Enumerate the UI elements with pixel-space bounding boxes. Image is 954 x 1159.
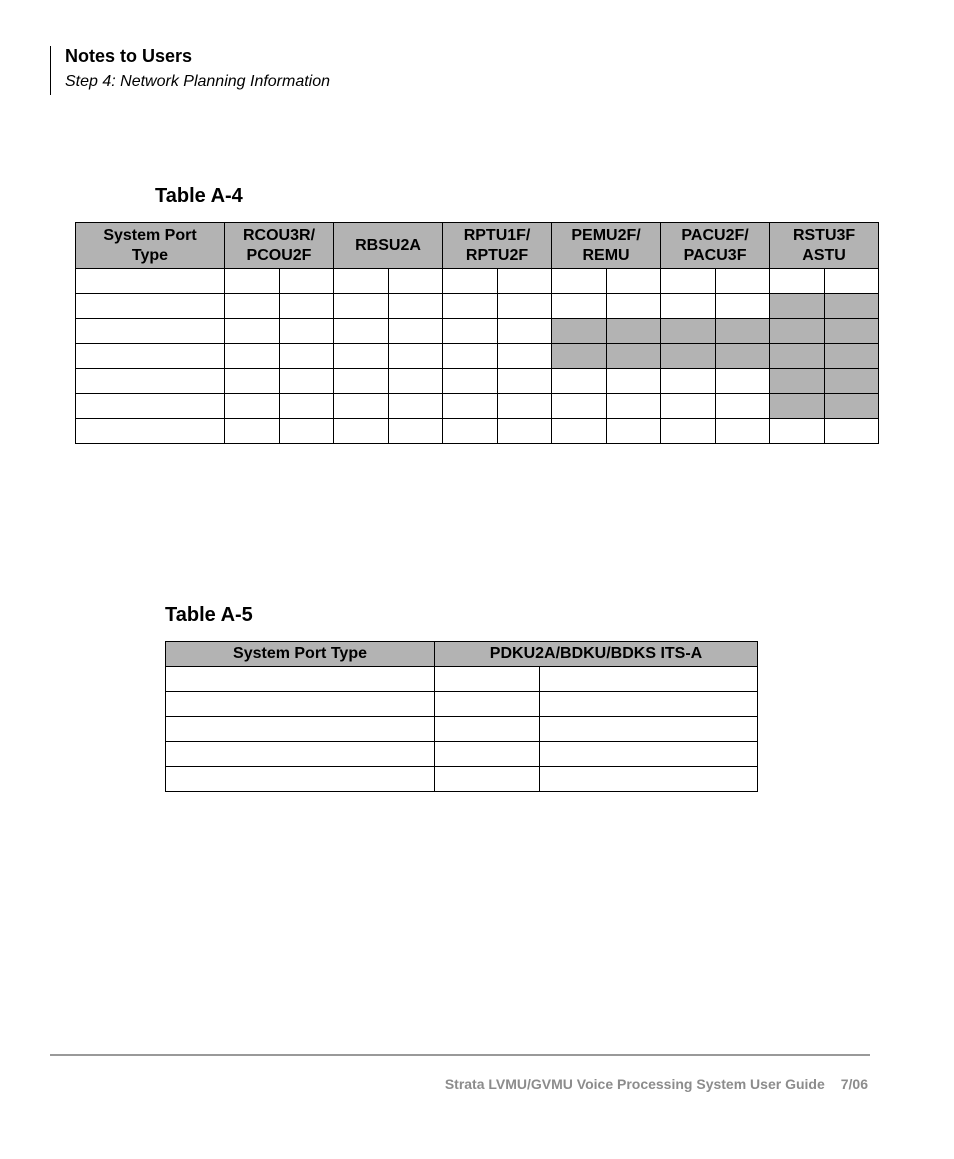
table-cell[interactable]: [225, 344, 280, 369]
table-cell[interactable]: [435, 717, 540, 742]
table-cell[interactable]: [225, 319, 280, 344]
table-cell[interactable]: [225, 269, 280, 294]
table-a4-header-row: [76, 223, 879, 269]
table-cell[interactable]: [389, 344, 443, 369]
table-cell[interactable]: [443, 344, 498, 369]
shaded-cell: [770, 369, 825, 394]
table-cell[interactable]: [166, 692, 435, 717]
table-cell[interactable]: [225, 419, 280, 444]
shaded-cell: [716, 344, 770, 369]
table-cell[interactable]: [540, 667, 758, 692]
table-cell[interactable]: [76, 394, 225, 419]
shaded-cell: [825, 394, 879, 419]
table-cell[interactable]: [552, 419, 607, 444]
table-cell[interactable]: [166, 667, 435, 692]
table-cell[interactable]: [661, 394, 716, 419]
table-cell[interactable]: [498, 319, 552, 344]
table-cell[interactable]: [280, 419, 334, 444]
shaded-cell: [552, 319, 607, 344]
table-cell[interactable]: [661, 369, 716, 394]
table-cell[interactable]: [166, 742, 435, 767]
col-header-system-port-type: System Port Type: [166, 642, 435, 667]
col-header-rstu3f-astu: RSTU3F ASTU: [770, 223, 879, 269]
table-row: [76, 269, 879, 294]
col-header-pacu2f-pacu3f: PACU2F/ PACU3F: [661, 223, 770, 269]
table-cell[interactable]: [552, 294, 607, 319]
table-row: [166, 767, 758, 792]
footer-date: 7/06: [840, 1076, 868, 1092]
table-cell[interactable]: [443, 319, 498, 344]
table-cell[interactable]: [607, 369, 661, 394]
table-cell[interactable]: [334, 394, 389, 419]
shaded-cell: [770, 394, 825, 419]
table-cell[interactable]: [280, 344, 334, 369]
shaded-cell: [770, 319, 825, 344]
table-cell[interactable]: [334, 319, 389, 344]
table-cell[interactable]: [76, 294, 225, 319]
table-cell[interactable]: [661, 294, 716, 319]
col-header-rcou3r-pcou2f: RCOU3R/ PCOU2F: [225, 223, 334, 269]
table-cell[interactable]: [716, 269, 770, 294]
table-a5: [165, 641, 758, 792]
table-cell[interactable]: [540, 717, 758, 742]
footer-rule: [50, 1054, 870, 1056]
table-cell[interactable]: [661, 269, 716, 294]
table-cell[interactable]: [76, 319, 225, 344]
table-a5-header-row: [166, 642, 758, 667]
table-row: [76, 319, 879, 344]
table-cell[interactable]: [498, 294, 552, 319]
table-cell[interactable]: [280, 319, 334, 344]
table-cell[interactable]: [443, 294, 498, 319]
table-cell[interactable]: [498, 419, 552, 444]
table-cell[interactable]: [770, 419, 825, 444]
shaded-cell: [607, 344, 661, 369]
shaded-cell: [661, 319, 716, 344]
shaded-cell: [770, 294, 825, 319]
table-cell[interactable]: [225, 369, 280, 394]
table-cell[interactable]: [334, 344, 389, 369]
table-cell[interactable]: [334, 419, 389, 444]
table-row: [166, 717, 758, 742]
table-a4: [75, 222, 879, 444]
table-cell[interactable]: [716, 419, 770, 444]
table-cell[interactable]: [76, 369, 225, 394]
table-row: [76, 419, 879, 444]
table-cell[interactable]: [443, 269, 498, 294]
table-cell[interactable]: [280, 394, 334, 419]
table-cell[interactable]: [435, 667, 540, 692]
table-row: [166, 667, 758, 692]
table-cell[interactable]: [607, 294, 661, 319]
shaded-cell: [552, 344, 607, 369]
table-cell[interactable]: [389, 294, 443, 319]
table-cell[interactable]: [770, 269, 825, 294]
footer-guide-title: Strata LVMU/GVMU Voice Processing System User Guide: [444, 1076, 825, 1092]
table-cell[interactable]: [280, 269, 334, 294]
section-subtitle: Step 4: Network Planning Information: [65, 73, 331, 90]
table-cell[interactable]: [280, 294, 334, 319]
table-cell[interactable]: [552, 369, 607, 394]
table-cell[interactable]: [716, 294, 770, 319]
table-cell[interactable]: [607, 269, 661, 294]
table-cell[interactable]: [389, 369, 443, 394]
table-row: [76, 369, 879, 394]
table-cell[interactable]: [435, 692, 540, 717]
table-cell[interactable]: [443, 394, 498, 419]
table-cell[interactable]: [435, 767, 540, 792]
shaded-cell: [825, 294, 879, 319]
table-cell[interactable]: [540, 742, 758, 767]
table-cell[interactable]: [76, 269, 225, 294]
table-cell[interactable]: [389, 419, 443, 444]
col-header-pdku2a-bdku-bdks: PDKU2A/BDKU/BDKS ITS-A: [435, 642, 758, 667]
table-cell[interactable]: [552, 269, 607, 294]
table-cell[interactable]: [166, 717, 435, 742]
table-a4-caption: Table A-4: [155, 185, 243, 207]
table-cell[interactable]: [225, 394, 280, 419]
table-cell[interactable]: [607, 419, 661, 444]
table-cell[interactable]: [334, 269, 389, 294]
table-cell[interactable]: [498, 394, 552, 419]
table-row: [76, 294, 879, 319]
table-cell[interactable]: [76, 419, 225, 444]
table-cell[interactable]: [716, 369, 770, 394]
table-cell[interactable]: [661, 419, 716, 444]
table-row: [166, 692, 758, 717]
col-header-pemu2f-remu: PEMU2F/ REMU: [552, 223, 661, 269]
table-cell[interactable]: [716, 394, 770, 419]
table-cell[interactable]: [435, 742, 540, 767]
table-cell[interactable]: [389, 269, 443, 294]
col-header-rbsu2a: RBSU2A: [334, 223, 443, 269]
table-cell[interactable]: [76, 344, 225, 369]
header-rule: [50, 46, 51, 95]
col-header-system-port-type: System Port Type: [76, 223, 225, 269]
shaded-cell: [770, 344, 825, 369]
table-cell[interactable]: [607, 394, 661, 419]
section-title: Notes to Users: [65, 46, 193, 66]
table-cell[interactable]: [825, 419, 879, 444]
table-row: [76, 344, 879, 369]
shaded-cell: [607, 319, 661, 344]
shaded-cell: [661, 344, 716, 369]
table-cell[interactable]: [540, 692, 758, 717]
page-footer: [445, 1076, 868, 1092]
shaded-cell: [825, 319, 879, 344]
table-cell[interactable]: [225, 294, 280, 319]
table-row: [166, 742, 758, 767]
table-cell[interactable]: [498, 369, 552, 394]
table-a5-caption: Table A-5: [165, 604, 253, 626]
table-cell[interactable]: [443, 419, 498, 444]
table-cell[interactable]: [540, 767, 758, 792]
table-cell[interactable]: [166, 767, 435, 792]
table-cell[interactable]: [498, 344, 552, 369]
table-cell[interactable]: [389, 394, 443, 419]
col-header-rptu1f-rptu2f: RPTU1F/ RPTU2F: [443, 223, 552, 269]
shaded-cell: [825, 344, 879, 369]
table-cell[interactable]: [498, 269, 552, 294]
table-cell[interactable]: [825, 269, 879, 294]
table-cell[interactable]: [334, 294, 389, 319]
table-cell[interactable]: [280, 369, 334, 394]
table-cell[interactable]: [389, 319, 443, 344]
table-cell[interactable]: [334, 369, 389, 394]
shaded-cell: [825, 369, 879, 394]
table-cell[interactable]: [443, 369, 498, 394]
table-row: [76, 394, 879, 419]
shaded-cell: [716, 319, 770, 344]
table-cell[interactable]: [552, 394, 607, 419]
